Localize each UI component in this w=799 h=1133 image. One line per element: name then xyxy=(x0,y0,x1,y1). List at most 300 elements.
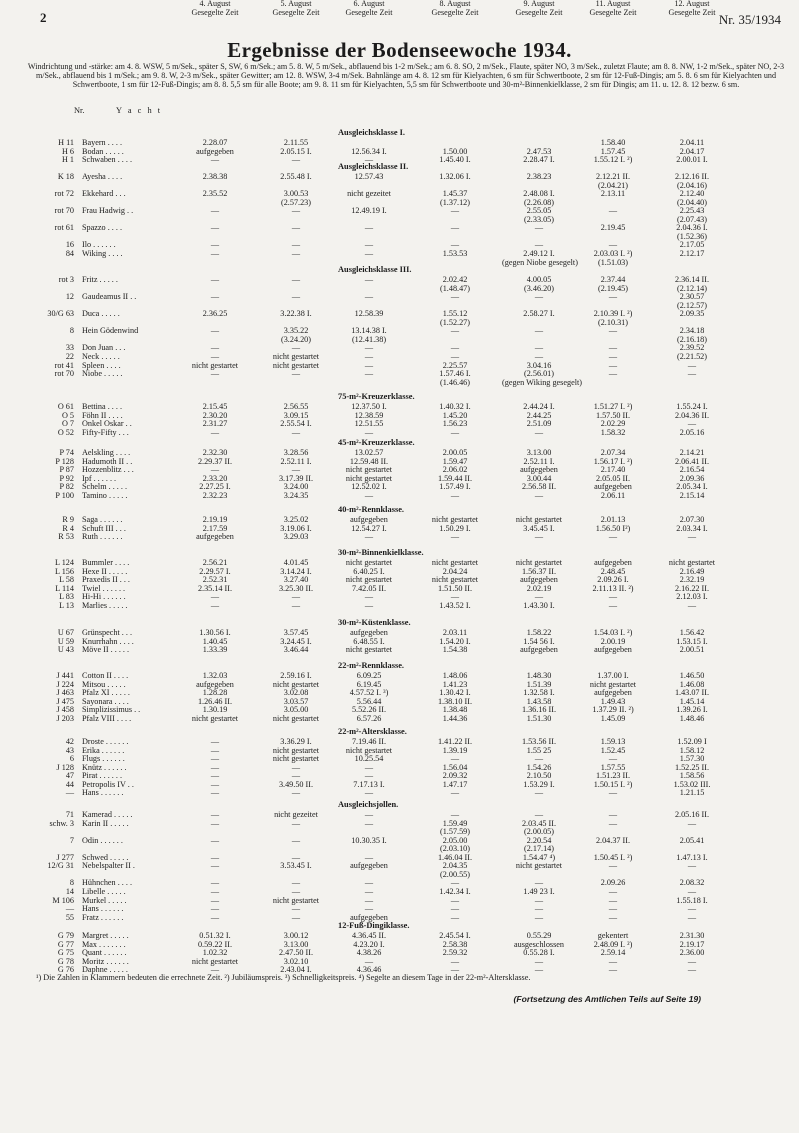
header-day-sub: Gesegelte Zeit xyxy=(345,7,393,17)
race-time: 1.49.43 xyxy=(600,696,626,706)
race-time: nicht gestartet xyxy=(431,515,479,524)
race-time: 7.19.46 II. xyxy=(351,737,387,746)
race-time: — xyxy=(210,248,220,258)
race-time: 1.58.56 xyxy=(679,771,705,781)
race-time: — xyxy=(687,886,697,896)
race-time: 6.40.25 I. xyxy=(353,566,385,576)
race-time: 1.54.38 xyxy=(442,645,468,655)
race-time: 1.50.29 I. xyxy=(439,523,471,533)
race-time: 1.57.45 xyxy=(600,146,626,156)
race-time: — xyxy=(291,223,301,233)
race-time: 1.32.03 xyxy=(202,671,228,680)
race-time: — xyxy=(364,762,374,772)
sail-number: O 61 xyxy=(57,402,74,411)
race-time: 3.17.39 II. xyxy=(278,473,314,483)
race-time: nicht gestartet xyxy=(191,360,239,370)
race-time: 1.28.28 xyxy=(202,688,228,698)
race-time: 1.43.52 I. xyxy=(439,600,471,610)
race-time: — xyxy=(291,292,301,302)
table-row xyxy=(0,645,799,654)
race-time: 13.14.38 I. xyxy=(351,326,387,336)
sail-number: — xyxy=(65,788,74,798)
yacht-name: Hozzenblitz . . . xyxy=(82,465,134,475)
race-time: (1.37.12) xyxy=(439,197,470,207)
race-time: nicht gestartet xyxy=(515,558,563,567)
race-time: 1.45.20 xyxy=(442,410,468,420)
race-time: nicht gestartet xyxy=(431,558,479,567)
yacht-name: Föhn II . . . . xyxy=(82,410,123,420)
race-time: — xyxy=(210,912,220,922)
race-time: — xyxy=(210,818,220,828)
race-time: 1.56.17 I. ²) xyxy=(593,456,633,466)
race-time: — xyxy=(210,427,220,437)
race-time: — xyxy=(210,600,220,610)
race-time: — xyxy=(608,754,618,764)
race-time: 1.56.23 xyxy=(442,419,468,429)
sail-number: U 59 xyxy=(57,636,74,646)
race-time: 3.24.00 xyxy=(283,482,309,492)
race-time: nicht gestartet xyxy=(272,895,320,905)
sail-number: K 18 xyxy=(57,172,74,181)
race-time: 3.02.10 xyxy=(283,956,309,966)
race-time: 2.04.35 xyxy=(442,861,468,871)
race-time: — xyxy=(210,886,220,896)
race-time: (2.12.14) xyxy=(676,283,707,293)
yacht-name: Neck . . . . . xyxy=(82,351,120,361)
yacht-name: Twiel . . . . . . xyxy=(82,583,126,593)
race-time: 4.38.26 xyxy=(356,948,382,958)
race-time: 2.05.00 xyxy=(442,835,468,845)
race-time: 3.13.00 xyxy=(283,939,309,949)
sail-number: L 13 xyxy=(59,600,74,610)
race-time: 1.36.16 II. xyxy=(521,705,557,715)
race-time: 2.05.41 xyxy=(679,835,705,845)
race-time: 2.31.30 xyxy=(679,931,705,940)
yacht-name: Pfalz XI . . . . . xyxy=(82,688,130,698)
race-time: nicht gestartet xyxy=(345,645,393,655)
section-heading: Ausgleichsjollen. xyxy=(338,800,399,809)
header-day-sub: Gesegelte Zeit xyxy=(272,7,320,17)
race-time: 1.46.50 xyxy=(679,671,705,680)
race-time: (1.52.36) xyxy=(676,231,707,241)
race-time: — xyxy=(450,912,460,922)
race-time: 2.09.32 xyxy=(442,771,468,781)
race-time: — xyxy=(534,240,544,250)
race-time: 2.39.52 xyxy=(679,343,705,353)
header-day-date: 12. August xyxy=(674,0,710,8)
race-time: 1.54.26 xyxy=(526,762,552,772)
sail-number: rot 70 xyxy=(54,369,74,379)
race-time: 2.03.45 II. xyxy=(521,818,557,828)
race-time: (2.03.10) xyxy=(439,844,470,854)
race-time: 1.59.47 xyxy=(442,456,468,466)
race-time: — xyxy=(210,878,220,888)
section-heading: 40-m²-Rennklasse. xyxy=(338,505,405,514)
race-time: nicht gestartet xyxy=(589,679,637,689)
sail-number: H 1 xyxy=(61,155,74,165)
race-time: aufgegeben xyxy=(350,628,388,637)
race-time: 1.58.40 xyxy=(600,138,626,147)
yacht-name: Moritz . . . . . . xyxy=(82,956,129,966)
race-time: — xyxy=(608,206,618,216)
race-time: 3.27.40 xyxy=(283,575,309,585)
sail-number: P 92 xyxy=(59,473,74,483)
sail-number: R 9 xyxy=(62,515,74,524)
race-time: 1.26.46 II. xyxy=(197,696,233,706)
race-time: 2.48.45 xyxy=(600,566,626,576)
yacht-name: Fritz . . . . . xyxy=(82,275,118,284)
header-day-sub: Gesegelte Zeit xyxy=(668,7,716,17)
race-time: 1.43.30 I. xyxy=(523,600,555,610)
race-time: — xyxy=(291,878,301,888)
yacht-name: Hadumoth II . . xyxy=(82,456,133,466)
race-time: 3.09.15 xyxy=(283,410,309,420)
yacht-name: Duca . . . . . xyxy=(82,309,120,319)
sail-number: P 74 xyxy=(59,448,74,457)
race-time: (1.48.47) xyxy=(439,283,470,293)
race-time: aufgegeben xyxy=(520,645,558,655)
race-time: 2.55.48 I. xyxy=(280,172,312,181)
race-time: — xyxy=(364,343,374,353)
race-time: — xyxy=(291,886,301,896)
sail-number: P 100 xyxy=(55,490,74,500)
race-time: — xyxy=(210,351,220,361)
yacht-name: Schelm . . . . . xyxy=(82,482,128,492)
sail-number: J 475 xyxy=(56,696,74,706)
sail-number: 43 xyxy=(65,745,74,755)
race-time: 1.46.08 xyxy=(679,679,705,689)
race-time: 2.12.17 xyxy=(679,248,705,258)
header-day-sub: Gesegelte Zeit xyxy=(431,7,479,17)
race-time: 1.57.50 II. xyxy=(595,410,631,420)
race-time: 1.30.56 I. xyxy=(199,628,231,637)
yacht-name: Murkel . . . . . xyxy=(82,895,127,905)
race-time: — xyxy=(608,904,618,914)
header-day-4 xyxy=(422,0,488,17)
race-time: 2.28.47 I. xyxy=(523,155,555,165)
sail-number: J 277 xyxy=(56,852,74,862)
sail-number: 12/G 31 xyxy=(47,861,74,871)
race-time: 3.36.29 I. xyxy=(280,737,312,746)
race-time: 2.02.19 xyxy=(526,583,552,593)
sail-number: rot 41 xyxy=(54,360,74,370)
race-time: — xyxy=(450,351,460,361)
race-time: 6.48.55 I. xyxy=(353,636,385,646)
race-time: 1.53.15 I. xyxy=(676,636,708,646)
table-row xyxy=(0,714,799,723)
race-time: 1.32.06 I. xyxy=(439,172,471,181)
race-time: (2.17.14) xyxy=(523,844,554,854)
race-time: 1.55.24 I. xyxy=(676,402,708,411)
race-time: — xyxy=(608,861,618,871)
yacht-name: Fratz . . . . . . xyxy=(82,912,124,922)
race-time: — xyxy=(534,326,544,336)
race-time: 12.51.55 xyxy=(354,419,384,429)
race-time: aufgegeben xyxy=(196,146,234,156)
race-time: — xyxy=(534,878,544,888)
race-time: (2.26.08) xyxy=(523,197,554,207)
race-time: — xyxy=(291,592,301,602)
race-time: 1.56.42 xyxy=(679,628,705,637)
sail-number: 8 xyxy=(69,878,74,888)
race-time: — xyxy=(291,818,301,828)
sail-number: L 83 xyxy=(59,592,74,602)
race-time: 1.56.04 xyxy=(442,762,468,772)
sail-number: L 58 xyxy=(59,575,74,585)
yacht-name: Kamerad . . . . . xyxy=(82,810,133,819)
race-time: — xyxy=(364,810,374,819)
race-time: 1.38.48 xyxy=(442,705,468,715)
race-time: gekentert xyxy=(597,931,629,940)
race-time: 2.16.49 xyxy=(679,566,705,576)
race-time: 1.39.19 xyxy=(442,745,468,755)
race-time: 1.59.44 II. xyxy=(437,473,473,483)
race-time: — xyxy=(608,956,618,966)
race-time: nicht gezeitet xyxy=(347,189,391,199)
race-time: 10.30.35 I. xyxy=(351,835,387,845)
sail-number: 55 xyxy=(65,912,74,922)
yacht-name: Ekkehard . . . xyxy=(82,189,126,199)
yacht-name: Marlies . . . . . xyxy=(82,600,128,610)
race-time: 1.49 23 I. xyxy=(523,886,555,896)
yacht-name: Ilo . . . . . . xyxy=(82,240,116,250)
race-time: — xyxy=(291,904,301,914)
race-time: (2.04.16) xyxy=(676,180,707,190)
race-time: nicht gestartet xyxy=(431,575,479,585)
race-time: 4.57.52 I. ³) xyxy=(349,688,389,698)
race-time: — xyxy=(608,886,618,896)
header-day-6 xyxy=(580,0,646,17)
race-time: 1.21.15 xyxy=(679,788,705,798)
race-time: — xyxy=(687,912,697,922)
race-time: 4.36.46 xyxy=(356,965,382,975)
race-time: 2.12.16 II. xyxy=(674,172,710,181)
yacht-name: Pfalz VIII . . . . xyxy=(82,713,132,723)
yacht-name: Onkel Oskar . . xyxy=(82,419,132,429)
race-time: (2.04.40) xyxy=(676,197,707,207)
race-time: — xyxy=(364,788,374,798)
race-time: nicht gestartet xyxy=(515,515,563,524)
race-time: 2.03.11 xyxy=(442,628,468,637)
header-day-sub: Gesegelte Zeit xyxy=(589,7,637,17)
race-time: — xyxy=(364,904,374,914)
race-time: — xyxy=(364,223,374,233)
section-heading: Ausgleichsklasse III. xyxy=(338,265,412,274)
yacht-name: Ipf . . . . . . xyxy=(82,473,117,483)
race-time: aufgegeben xyxy=(520,465,558,475)
race-time: nicht gestartet xyxy=(272,713,320,723)
race-time: 1.57.30 xyxy=(679,754,705,764)
race-time: — xyxy=(608,326,618,336)
race-time: — xyxy=(364,886,374,896)
yacht-name: Hans . . . . . . xyxy=(82,788,124,798)
issue-number: Nr. 35/1934 xyxy=(718,12,781,27)
race-time: 13.02.57 xyxy=(354,448,384,457)
race-time: aufgegeben xyxy=(196,679,234,689)
race-time: — xyxy=(687,360,697,370)
page-title: Ergebnisse der Bodenseewoche 1934. xyxy=(227,38,572,62)
race-time: — xyxy=(608,240,618,250)
race-time: — xyxy=(364,895,374,905)
yacht-name: Grünspecht . . . xyxy=(82,628,133,637)
race-time: — xyxy=(210,810,220,819)
yacht-name: Petropolis IV . . xyxy=(82,779,134,789)
race-time: — xyxy=(450,956,460,966)
header-nr: Nr. xyxy=(74,106,85,115)
sail-number: 30/G 63 xyxy=(47,309,74,319)
race-time: 2.27.25 I. xyxy=(199,482,231,492)
race-time: — xyxy=(291,762,301,772)
section-heading: 22-m²-Altersklasse. xyxy=(338,727,407,736)
yacht-name: Sayonara . . . . xyxy=(82,696,129,706)
race-time: 2.02.29 xyxy=(600,419,626,429)
race-time: 1.37.00 I. xyxy=(597,671,629,680)
race-time: 3.14.24 I. xyxy=(280,566,312,576)
race-time: 2.20.54 xyxy=(526,835,552,845)
race-time: 3.22.38 I. xyxy=(280,309,312,319)
race-time: 2.38.38 xyxy=(202,172,228,181)
race-time: — xyxy=(210,326,220,336)
race-time: (2.19.45) xyxy=(597,283,628,293)
race-time: 1.45.14 xyxy=(679,696,705,706)
race-time: — xyxy=(687,532,697,542)
race-time: 3.49.50 II. xyxy=(278,779,314,789)
race-time: — xyxy=(450,904,460,914)
race-time: — xyxy=(687,419,697,429)
race-time: — xyxy=(210,788,220,798)
race-time: aufgegeben xyxy=(196,532,234,542)
race-time: (2.33.05) xyxy=(523,214,554,224)
race-time: 2.47.53 xyxy=(526,146,552,156)
sail-number: G 78 xyxy=(57,956,74,966)
sail-number: 33 xyxy=(65,343,74,353)
race-time: 1.59.49 xyxy=(442,818,468,828)
race-time: 4.00.05 xyxy=(526,275,552,284)
race-time: 2.02.42 xyxy=(442,275,468,284)
race-time: 1.45.40 I. xyxy=(439,155,471,165)
race-time: 2.10.50 xyxy=(526,771,552,781)
race-time: 3.29.03 xyxy=(283,532,309,542)
race-time: 3.25.02 xyxy=(283,515,309,524)
race-time: 1.40.45 xyxy=(202,636,228,646)
sail-number: 42 xyxy=(65,737,74,746)
race-time: 1.43.58 xyxy=(526,696,552,706)
race-time: 1.55 25 xyxy=(526,745,552,755)
race-time: — xyxy=(608,895,618,905)
yacht-name: Knurrhahn . . . . xyxy=(82,636,134,646)
race-time: 3.28.56 xyxy=(283,448,309,457)
race-time: (3.24.20) xyxy=(280,334,311,344)
race-time: 2.38.23 xyxy=(526,172,552,181)
race-time: 3.00.12 xyxy=(283,931,309,940)
race-time: (1.46.46) xyxy=(439,377,470,387)
race-time: 5.52.26 II. xyxy=(351,705,387,715)
sail-number: P 128 xyxy=(55,456,74,466)
race-time: nicht gestartet xyxy=(345,745,393,755)
race-time: — xyxy=(534,912,544,922)
race-time: 2.05.05 II. xyxy=(595,473,631,483)
race-time: 2.11.55 xyxy=(283,138,309,147)
header-day-date: 9. August xyxy=(523,0,555,8)
sail-number: G 75 xyxy=(57,948,74,958)
section-heading: Ausgleichsklasse II. xyxy=(338,162,409,171)
race-time: 1.50.15 I. ²) xyxy=(593,779,633,789)
race-time: 12.37.50 I. xyxy=(351,402,387,411)
race-time: 6.09.25 xyxy=(356,671,382,680)
race-time: 1.55.12 I. ²) xyxy=(593,155,633,165)
sail-number: rot 70 xyxy=(54,206,74,216)
race-time: 2.11.13 II. ²) xyxy=(592,583,634,593)
yacht-name: Praxedis II . . . xyxy=(82,575,130,585)
race-time: — xyxy=(364,427,374,437)
sail-number: 44 xyxy=(65,779,74,789)
race-time: — xyxy=(534,754,544,764)
race-time: — xyxy=(210,155,220,165)
sail-number: H 11 xyxy=(58,138,74,147)
race-time: 3.45.45 I. xyxy=(523,523,555,533)
yacht-name: Hexe II . . . . . xyxy=(82,566,128,576)
race-time: 1.32.58 I. xyxy=(523,688,555,698)
sail-number: G 76 xyxy=(57,965,74,975)
race-time: — xyxy=(364,240,374,250)
race-time: 5.56.44 xyxy=(356,696,382,706)
race-time: 3.00.53 xyxy=(283,189,309,199)
race-time: 2.29.57 I. xyxy=(199,566,231,576)
race-time: 2.33.20 xyxy=(202,473,228,483)
race-time: 2.30.20 xyxy=(202,410,228,420)
race-time: — xyxy=(534,351,544,361)
race-time: — xyxy=(450,490,460,500)
race-time: 1.50.00 xyxy=(442,146,468,156)
race-time: 2.04.11 xyxy=(679,138,705,147)
yacht-name: Cotton II . . . . xyxy=(82,671,129,680)
race-time: 1.55.18 I. xyxy=(676,895,708,905)
race-time: — xyxy=(608,810,618,819)
race-time: 2.58.38 xyxy=(442,939,468,949)
race-time: — xyxy=(291,771,301,781)
race-time: 2.52.31 xyxy=(202,575,228,585)
race-time: aufgegeben xyxy=(594,482,632,492)
race-time: nicht gestartet xyxy=(191,956,239,966)
race-time: 2.04.36 I. xyxy=(676,223,708,233)
yacht-name: Bettina . . . . xyxy=(82,402,123,411)
race-time: — xyxy=(450,343,460,353)
race-time: 2.09.26 I. xyxy=(597,575,629,585)
sail-number: rot 61 xyxy=(54,223,74,233)
race-time: 12.38.59 xyxy=(354,410,384,420)
sail-number: J 458 xyxy=(56,705,74,715)
yacht-name: Tamino . . . . . xyxy=(82,490,128,500)
race-time: 2.17.40 xyxy=(600,465,626,475)
race-time: 2.07.30 xyxy=(679,515,705,524)
sail-number: rot 72 xyxy=(54,189,74,199)
race-time: (1.51.03) xyxy=(597,257,628,267)
race-time: — xyxy=(210,745,220,755)
race-time: — xyxy=(210,771,220,781)
race-time: — xyxy=(364,600,374,610)
race-time: 2.29.37 II. xyxy=(197,456,233,466)
race-time: nicht gestartet xyxy=(272,351,320,361)
header-day-2 xyxy=(266,0,326,17)
race-time: 1.45.09 xyxy=(600,713,626,723)
race-time: 2.08.32 xyxy=(679,878,705,888)
race-time: 1.43.07 II. xyxy=(674,688,710,698)
yacht-name: Knütz . . . . . . xyxy=(82,762,127,772)
race-time: 4.36.45 II. xyxy=(351,931,387,940)
sail-number: rot 3 xyxy=(58,275,74,284)
yacht-name: Ruth . . . . . . xyxy=(82,532,123,542)
race-time: — xyxy=(210,861,220,871)
